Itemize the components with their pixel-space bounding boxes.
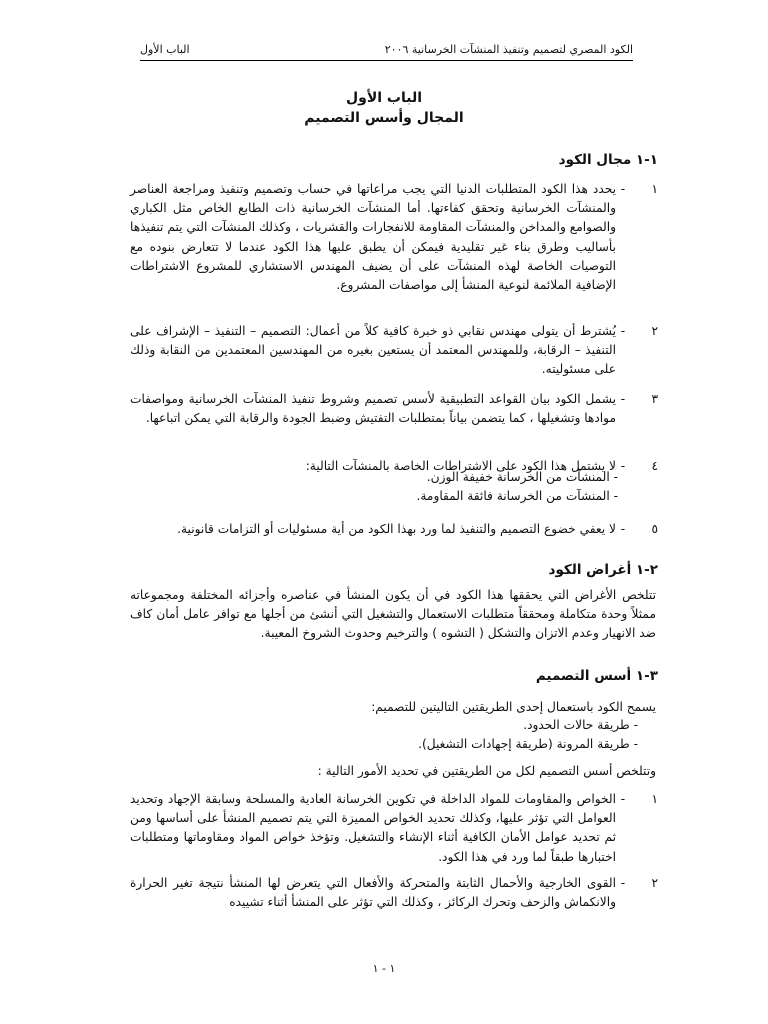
list-item: ٥ - لا يعفي خضوع التصميم والتنفيذ لما ورد بهذا الكود من أية مسئوليات أو التزامات قانونية. [130, 520, 658, 539]
header-chapter: الباب الأول [140, 42, 190, 56]
design-summary: وتتلخص أسس التصميم لكل من الطريقتين في تحديد الأمور التالية : [317, 764, 656, 778]
list-item: - طريقة المرونة (طريقة إجهادات التشغيل). [140, 735, 638, 754]
item-text: الخواص والمقاومات للمواد الداخلة في تكوين الخرسانة العادية والمسلحة وسابقة الإجهاد وتحديد العوامل التي تؤثر عليها، وكذلك تحديد الخواص المميزة التي يتم تصميم المنشأ على أساسها ومن ثم تحديد عوامل الأمان الكافية أثناء الإنشاء والتشغيل. وتؤخذ خواص المواد ومقاوماتها ومتطلبات اختبارها طبقاً لما ورد في هذا الكود. [130, 792, 616, 864]
item-text: لا يشتمل هذا الكود على الاشتراطات الخاصة بالمنشآت التالية: [305, 459, 616, 473]
chapter-title: الباب الأول [345, 90, 423, 106]
page-header [140, 40, 633, 61]
section-heading-scope: ١-١ مجال الكود [558, 152, 658, 168]
list-item: ١ - الخواص والمقاومات للمواد الداخلة في تكوين الخرسانة العادية والمسلحة وسابقة الإجهاد وتحديد العوامل التي تؤثر عليها، وكذلك تحديد الخواص المميزة التي يتم تصميم المنشأ على أساسها ومن ثم تحديد عوامل الأمان الكافية أثناء الإنشاء والتشغيل. وتؤخذ خواص المواد ومقاوماتها ومتطلبات اختبارها طبقاً لما ورد في هذا الكود. [130, 790, 658, 867]
list-item: - المنشآت من الخرسانة خفيفة الوزن. [140, 468, 618, 487]
section-heading-purposes: ٢-١ أغراض الكود [548, 562, 658, 578]
item-text: يحدد هذا الكود المتطلبات الدنيا التي يجب مراعاتها في حساب وتصميم وتنفيذ ومراجعة العناصر والمنشآت الخرسانية وتحقق كفاءتها. أما المنشآت الخرسانية ذات الطابع الخاص مثل الكباري والصوامع والمداخن والمنشآت المقاومة للانفجارات والقشريات ، وكذلك المنشآت التي يتم تنفيذها بأساليب وطرق بناء غير تقليدية فيمكن أن يطبق عليها هذا الكود عندما لا تتعارض بنوده مع التوصيات الخاصة لهذه المنشآت على أن يضيف المهندس الاستشاري للمشروع الاشتراطات الإضافية الملائمة لنوعية المنشأ إلى مواصفات المشروع. [130, 182, 616, 293]
list-item: ٤ - لا يشتمل هذا الكود على الاشتراطات الخاصة بالمنشآت التالية: [130, 457, 658, 476]
header-code-title: الكود المصري لتصميم وتنفيذ المنشآت الخرسانية ٢٠٠٦ [384, 42, 633, 56]
list-item: ٢ - يُشترط أن يتولى مهندس نقابي ذو خبرة كافية كلاً من أعمال: التصميم – التنفيذ – الإشراف على التنفيذ – الرقابة، وللمهندس المعتمد أن يستعين بغيره من المهندسين المعتمدين من النقابة وذلك على مسئوليته. [130, 322, 658, 380]
item-text: يُشترط أن يتولى مهندس نقابي ذو خبرة كافية كلاً من أعمال: التصميم – التنفيذ – الإشراف على التنفيذ – الرقابة، وللمهندس المعتمد أن يستعين بغيره من المهندسين المعتمدين من النقابة وذلك على مسئوليته. [130, 324, 616, 377]
item-number: ٤ [651, 459, 658, 473]
list-item: ١ - يحدد هذا الكود المتطلبات الدنيا التي يجب مراعاتها في حساب وتصميم وتنفيذ ومراجعة العناصر والمنشآت الخرسانية وتحقق كفاءتها. أما المنشآت الخرسانية ذات الطابع الخاص مثل الكباري والصوامع والمداخن والمنشآت المقاومة للانفجارات والقشريات ، وكذلك المنشآت التي يتم تنفيذها بأساليب وطرق بناء غير تقليدية فيمكن أن يطبق عليها هذا الكود عندما لا تتعارض بنوده مع التوصيات الخاصة لهذه المنشآت على أن يضيف المهندس الاستشاري للمشروع الاشتراطات الإضافية الملائمة لنوعية المنشأ إلى مواصفات المشروع. [130, 180, 658, 295]
section-heading-design-basis: ٣-١ أسس التصميم [535, 668, 658, 684]
item-number: ١ [651, 182, 658, 196]
item-number: ٢ [651, 324, 658, 338]
item-number: ١ [651, 792, 658, 806]
item-text: لا يعفي خضوع التصميم والتنفيذ لما ورد بهذا الكود من أية مسئوليات أو التزامات قانونية. [177, 522, 616, 536]
item-number: ٥ [651, 522, 658, 536]
design-intro: يسمح الكود باستعمال إحدى الطريقتين التاليتين للتصميم: [371, 700, 656, 714]
list-item: ٢ - القوى الخارجية والأحمال الثابتة والمتحركة والأفعال التي يتعرض لها المنشأ نتيجة تغير الحرارة والانكماش والزحف وتحرك الركائز ، وكذلك التي تؤثر على المنشأ أثناء تشييده [130, 874, 658, 912]
page-number: ١ - ١ [372, 962, 396, 975]
methods-list [140, 716, 638, 754]
item-text: يشمل الكود بيان القواعد التطبيقية لأسس تصميم وشروط تنفيذ المنشآت الخرسانية ومواصفات موادها وتشغيلها ، كما يتضمن بياناً بمتطلبات التفتيش وضبط الجودة والرقابة التي يمكن اتباعها. [130, 392, 616, 426]
list-item: - المنشآت من الخرسانة فائقة المقاومة. [140, 487, 618, 506]
chapter-subtitle: المجال وأسس التصميم [304, 110, 464, 126]
list-item: - طريقة حالات الحدود. [140, 716, 638, 735]
exclusions-list [140, 468, 618, 506]
item-number: ٢ [651, 876, 658, 890]
list-item: ٣ - يشمل الكود بيان القواعد التطبيقية لأسس تصميم وشروط تنفيذ المنشآت الخرسانية ومواصفات موادها وتشغيلها ، كما يتضمن بياناً بمتطلبات التفتيش وضبط الجودة والرقابة التي يمكن اتباعها. [130, 390, 658, 428]
item-text: القوى الخارجية والأحمال الثابتة والمتحركة والأفعال التي يتعرض لها المنشأ نتيجة تغير الحرارة والانكماش والزحف وتحرك الركائز ، وكذلك التي تؤثر على المنشأ أثناء تشييده [130, 876, 616, 910]
purposes-paragraph: تتلخص الأغراض التي يحققها هذا الكود في أن يكون المنشأ في عناصره وأجزائه المختلفة ومجموعاته ممثلاً وحدة متكاملة ومحققاً متطلبات الاستعمال والتشغيل التي أنشئ من أجلها مع توافر عامل أمان كاف ضد الانهيار وعدم الاتزان والتشكل ( التشوه ) والترخيم وحدوث الشروخ المعيبة. [130, 588, 656, 641]
item-number: ٣ [651, 392, 658, 406]
